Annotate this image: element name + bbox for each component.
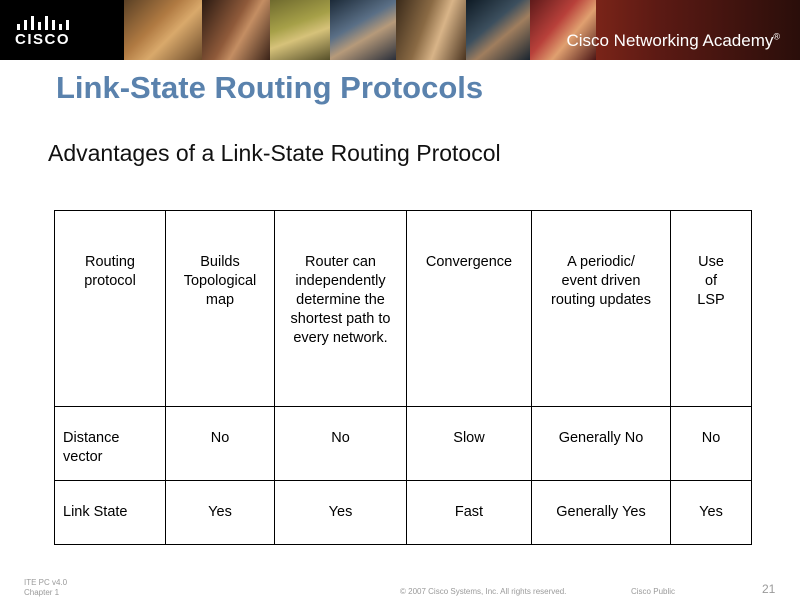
table-header-cell: Builds Topological map: [166, 211, 275, 407]
banner-photo: [270, 0, 330, 60]
slide-subtitle: Advantages of a Link-State Routing Protocol: [48, 140, 501, 166]
cisco-logo: [0, 0, 124, 60]
banner-photo: [466, 0, 530, 60]
table-cell: Fast: [407, 481, 532, 545]
banner-photo: [596, 0, 800, 60]
cisco-bridge-icon: [16, 14, 72, 32]
banner-photo-strip: [124, 0, 800, 60]
banner-photo: [202, 0, 270, 60]
registered-mark: ®: [773, 31, 780, 42]
table-header-cell: Routing protocol: [55, 211, 166, 407]
academy-brand-text: Cisco Networking Academy: [566, 31, 774, 50]
banner-photo: [530, 0, 596, 60]
cisco-logo-text: CISCO: [15, 31, 71, 48]
table-cell: No: [275, 407, 407, 481]
footer-copyright: © 2007 Cisco Systems, Inc. All rights reserved.: [400, 587, 567, 596]
banner-photo: [396, 0, 466, 60]
slide-title: Link-State Routing Protocols: [56, 70, 484, 105]
page-number: 21: [762, 582, 776, 596]
table-header-cell: Router can independently determine the shortest path to every network.: [275, 211, 407, 407]
row-label-distance-vector: Distance vector: [55, 407, 166, 481]
banner-photo: [330, 0, 396, 60]
comparison-table: [54, 210, 752, 545]
footer-course: ITE PC v4.0: [24, 578, 68, 587]
footer-classification: Cisco Public: [631, 587, 676, 596]
footer-chapter: Chapter 1: [24, 588, 60, 597]
table-cell: Yes: [275, 481, 407, 545]
academy-brand: [566, 31, 780, 51]
table-cell: Generally Yes: [532, 481, 671, 545]
header-banner: [0, 0, 800, 60]
table-header-row: [55, 211, 752, 407]
table-header-cell: Convergence: [407, 211, 532, 407]
banner-photo: [124, 0, 202, 60]
table-cell: Generally No: [532, 407, 671, 481]
table-row: [55, 407, 752, 481]
table-header-cell: A periodic/ event driven routing updates: [532, 211, 671, 407]
row-label-link-state: Link State: [55, 481, 166, 545]
table-row: [55, 481, 752, 545]
table-header-cell: Use of LSP: [671, 211, 752, 407]
table-cell: Slow: [407, 407, 532, 481]
table-cell: No: [671, 407, 752, 481]
table-cell: Yes: [671, 481, 752, 545]
table-cell: No: [166, 407, 275, 481]
table-cell: Yes: [166, 481, 275, 545]
